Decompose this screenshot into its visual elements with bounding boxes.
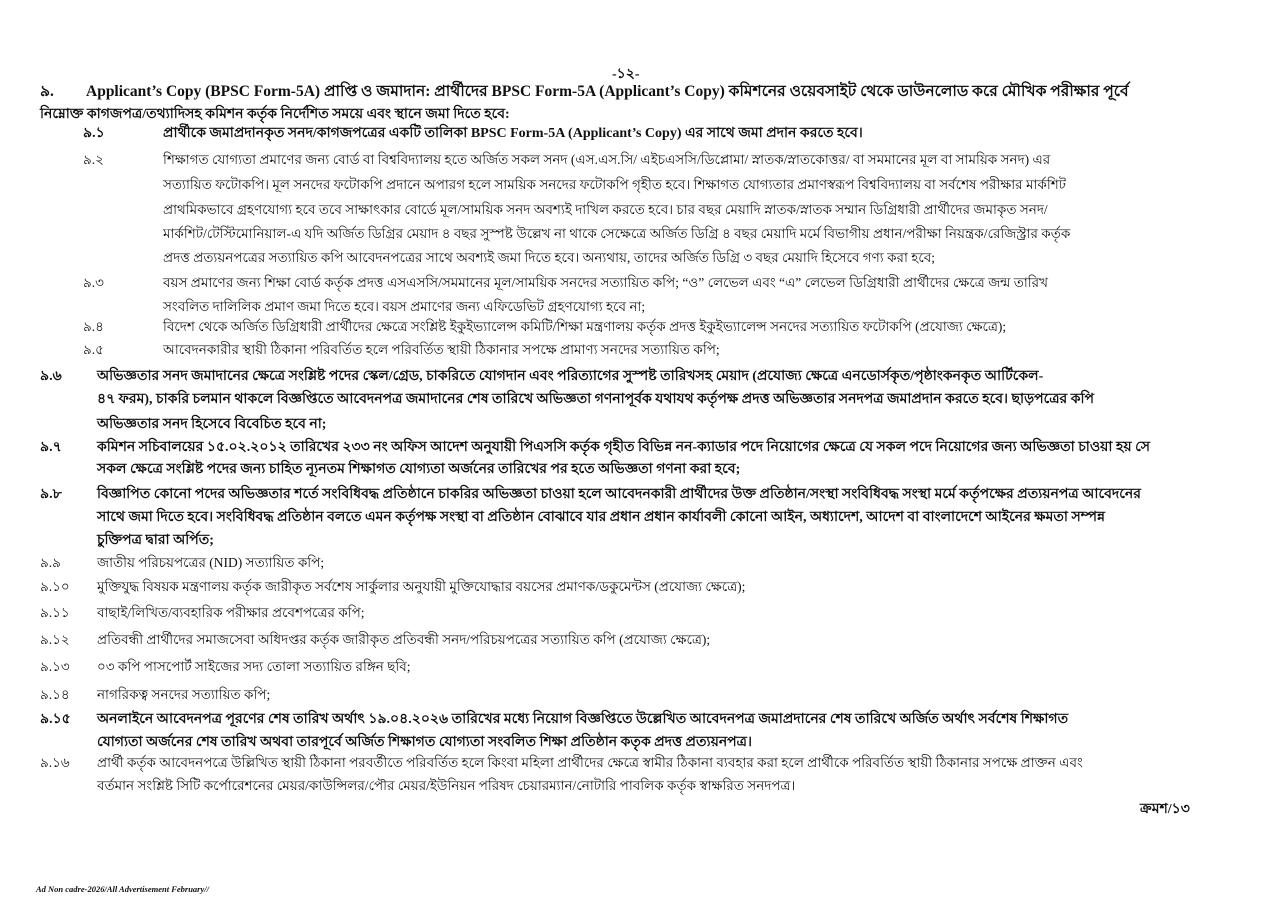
item-text-line: আবেদনকারীর স্থায়ী ঠিকানা পরিবর্তিত হলে পরিবর্তিত স্থায়ী ঠিকানার সপক্ষে প্রামাণ্য সনদের সত্যায়িত কপি; bbox=[163, 342, 720, 357]
item-text-line: বিদেশ থেকে অর্জিত ডিগ্রিধারী প্রার্থীদের ক্ষেত্রে সংশ্লিষ্ট ইকুইভ্যালেন্স কমিটি/শিক্ষা মন্ত্রণালয় কর্তৃক প্রদত্ত ইকুইভ্যালেন্স সনদের সত্যায়িত ফটোকপি (প্রযোজ্য ক্ষেত্রে); bbox=[163, 319, 1007, 334]
item-number: ৯.১১ bbox=[40, 605, 70, 620]
item-number: ৯.৫ bbox=[83, 342, 104, 357]
item-number: ৯.১৪ bbox=[40, 687, 70, 702]
item-text-line: বয়স প্রমাণের জন্য শিক্ষা বোর্ড কর্তৃক প্রদত্ত এসএসসি/সমমানের মূল/সাময়িক সনদের সত্যায়িত কপি; “ও” লেভেল এবং “এ” লেভেল ডিগ্রিধারী প্রার্থীদের ক্ষেত্রে জন্ম তারিখ bbox=[163, 275, 1048, 290]
item-text-line: শিক্ষাগত যোগ্যতা প্রমাণের জন্য বোর্ড বা বিশ্ববিদ্যালয় হতে অর্জিত সকল সনদ (এস.এস.সি/ এইচএসসি/ডিপ্লোমা/ স্নাতক/স্নাতকোত্তর/ বা সমমানের মূল বা সাময়িক সনদ) এর bbox=[163, 152, 1051, 167]
item-text-line: চুক্তিপত্র দ্বারা অর্পিত; bbox=[97, 533, 214, 548]
item-text-line: প্রার্থীকে জমাপ্রদানকৃত সনদ/কাগজপত্রের একটি তালিকা BPSC Form-5A (Applicant’s Copy) এর সাথে জমা প্রদান করতে হবে। bbox=[163, 126, 863, 141]
item-text-line: বাছাই/লিখিত/ব্যবহারিক পরীক্ষার প্রবেশপত্রের কপি; bbox=[97, 605, 365, 620]
item-text-line: সত্যায়িত ফটোকপি। মূল সনদের ফটোকপি প্রদানে অপারগ হলে সাময়িক সনদের ফটোকপি গৃহীত হবে। শিক্ষাগত যোগ্যতার প্রমাণস্বরূপ বিশ্ববিদ্যালয় বা সর্বশেষ পরীক্ষার মার্কশিট bbox=[163, 177, 1067, 192]
item-number: ৯.১৩ bbox=[40, 659, 70, 674]
footer-reference: Ad Non cadre-2026/All Advertisement February// bbox=[36, 884, 209, 894]
item-text-line: সংবলিত দালিলিক প্রমাণ জমা দিতে হবে। বয়স প্রমাণের জন্য এফিডেভিট গ্রহণযোগ্য হবে না; bbox=[163, 299, 646, 314]
item-text-line: ৪৭ ফরম), চাকরি চলমান থাকলে বিজ্ঞপ্তিতে আবেদনপত্র জমাদানের শেষ তারিখে অভিজ্ঞতা গণনাপূর্বক যথাযথ কর্তৃপক্ষ প্রদত্ত অভিজ্ঞতার সনদপত্র জমাপ্রদান করতে হবে। ছাড়পত্রের কপি bbox=[97, 392, 1095, 407]
item-number: ৯.৩ bbox=[83, 275, 104, 290]
page-number: -১২- bbox=[612, 67, 640, 82]
item-number: ৯. bbox=[40, 83, 54, 100]
item-text-line: নাগরিকত্ব সনদের সত্যায়িত কপি; bbox=[97, 687, 271, 702]
item-text-line: কমিশন সচিবালয়ের ১৫.০২.২০১২ তারিখের ২৩৩ নং অফিস আদেশ অনুযায়ী পিএসসি কর্তৃক গৃহীত বিভিন্ন নন-ক্যাডার পদে নিয়োগের ক্ষেত্রে যে সকল পদে নিয়োগের জন্য অভিজ্ঞতা চাওয়া হয় সে bbox=[97, 440, 1150, 455]
item-text-line: প্রদত্ত প্রত্যয়নপত্রের সত্যায়িত কপি আবেদনপত্রের সাথে অবশ্যই জমা দিতে হবে। অন্যথায়, তাদের অর্জিত ডিগ্রি ৩ বছর মেয়াদি হিসেবে গণ্য করা হবে; bbox=[163, 250, 936, 265]
item-text-line: মুক্তিযুদ্ধ বিষয়ক মন্ত্রণালয় কর্তৃক জারীকৃত সর্বশেষ সার্কুলার অনুযায়ী মুক্তিযোদ্ধার বয়সের প্রমাণক/ডকুমেন্টস (প্রযোজ্য ক্ষেত্রে); bbox=[97, 579, 746, 594]
item-text-line: নিম্নোক্ত কাগজপত্র/তথ্যাদিসহ কমিশন কর্তৃক নির্দেশিত সময়ে এবং স্থানে জমা দিতে হবে: bbox=[40, 107, 510, 122]
item-number: ৯.৭ bbox=[40, 440, 62, 455]
item-number: ৯.১২ bbox=[40, 632, 70, 647]
continued-note: ক্রমশ/১৩ bbox=[1140, 802, 1190, 817]
item-text-line: সাথে জমা দিতে হবে। সংবিধিবদ্ধ প্রতিষ্ঠান বলতে এমন কর্তৃপক্ষ সংস্থা বা প্রতিষ্ঠান বোঝাবে যার প্রধান প্রধান কার্যাবলী কোনো আইন, অধ্যাদেশ, আদেশ বা বাংলাদেশে আইনের ক্ষমতা সম্পন্ন bbox=[97, 510, 1105, 525]
item-number: ৯.৯ bbox=[40, 555, 61, 570]
item-number: ৯.১৬ bbox=[40, 755, 70, 770]
item-number: ৯.৬ bbox=[40, 369, 62, 384]
item-text-line: জাতীয় পরিচয়পত্রের (NID) সত্যায়িত কপি; bbox=[97, 555, 325, 570]
item-text-line: প্রতিবন্ধী প্রার্থীদের সমাজসেবা অধিদপ্তর কর্তৃক জারীকৃত প্রতিবন্ধী সনদ/পরিচয়পত্রের সত্যায়িত কপি (প্রযোজ্য ক্ষেত্রে); bbox=[97, 632, 711, 647]
item-text-line: ০৩ কপি পাসপোর্ট সাইজের সদ্য তোলা সত্যায়িত রঙ্গিন ছবি; bbox=[97, 659, 411, 674]
item-text-line: বর্তমান সংশ্লিষ্ট সিটি কর্পোরেশনের মেয়র/কাউন্সিলর/পৌর মেয়র/ইউনিয়ন পরিষদ চেয়ারম্যান/নোটারি পাবলিক কর্তৃক স্বাক্ষরিত সনদপত্র। bbox=[97, 778, 796, 793]
item-text-line: সকল ক্ষেত্রে সংশ্লিষ্ট পদের জন্য চাহিত ন্যূনতম শিক্ষাগত যোগ্যতা অর্জনের তারিখের পর হতে অভিজ্ঞতা গণনা করা হবে; bbox=[97, 462, 741, 477]
item-text-line: অভিজ্ঞতার সনদ জমাদানের ক্ষেত্রে সংশ্লিষ্ট পদের স্কেল/গ্রেড, চাকরিতে যোগদান এবং পরিত্যাগের সুস্পষ্ট তারিখসহ মেয়াদ (প্রযোজ্য ক্ষেত্রে এনডোর্সকৃত/পৃষ্ঠাংকনকৃত আর্টিকেল- bbox=[97, 369, 1044, 384]
item-number: ৯.৮ bbox=[40, 487, 62, 502]
item-text-line: বিজ্ঞাপিত কোনো পদের অভিজ্ঞতার শর্তে সংবিধিবদ্ধ প্রতিষ্ঠানে চাকরির অভিজ্ঞতা চাওয়া হলে আবেদনকারী প্রার্থীদের উক্ত প্রতিষ্ঠান/সংস্থা সংবিধিবদ্ধ সংস্থা মর্মে কর্তৃপক্ষের প্রত্যয়নপত্র আবেদনের bbox=[97, 487, 1141, 502]
item-number: ৯.১ bbox=[83, 126, 105, 141]
item-text-line: প্রাথমিকভাবে গ্রহণযোগ্য হবে তবে সাক্ষাৎকার বোর্ডে মূল/সাময়িক সনদ অবশ্যই দাখিল করতে হবে। চার বছর মেয়াদি স্নাতক/স্নাতক সম্মান ডিগ্রিধারী প্রার্থীদের জমাকৃত সনদ/ bbox=[163, 202, 1048, 217]
item-number: ৯.২ bbox=[83, 152, 104, 167]
item-text-line: অভিজ্ঞতার সনদ হিসেবে বিবেচিত হবে না; bbox=[97, 417, 327, 432]
item-text-line: Applicant’s Copy (BPSC Form-5A) প্রাপ্তি ও জমাদান: প্রার্থীদের BPSC Form-5A (Applicant’s Copy) কমিশনের ওয়েবসাইট থেকে ডাউনলোড করে মৌখিক পরীক্ষার পূর্বে bbox=[86, 83, 1129, 100]
item-text-line: অনলাইনে আবেদনপত্র পূরণের শেষ তারিখ অর্থাৎ ১৯.০৪.২০২৬ তারিখের মধ্যে নিয়োগ বিজ্ঞপ্তিতে উল্লেখিত আবেদনপত্র জমাপ্রদানের শেষ তারিখে অর্জিত অর্থাৎ সর্বশেষ শিক্ষাগত bbox=[97, 712, 1069, 727]
item-number: ৯.৪ bbox=[83, 319, 104, 334]
item-text-line: প্রার্থী কর্তৃক আবেদনপত্রে উল্লিখিত স্থায়ী ঠিকানা পরবর্তীতে পরিবর্তিত হলে কিংবা মহিলা প্রার্থীদের ক্ষেত্রে স্বামীর ঠিকানা ব্যবহার করা হলে প্রার্থীকে পরিবর্তিত স্থায়ী ঠিকানার সপক্ষে প্রাক্তন এবং bbox=[97, 755, 1083, 770]
item-number: ৯.১০ bbox=[40, 579, 70, 594]
item-number: ৯.১৫ bbox=[40, 712, 71, 727]
item-text-line: মার্কশিট/টেস্টিমোনিয়াল-এ যদি অর্জিত ডিগ্রির মেয়াদ ৪ বছর সুস্পষ্ট উল্লেখ না থাকে সেক্ষেত্রে অর্জিত ডিগ্রি ৪ বছর মেয়াদি মর্মে বিভাগীয় প্রধান/পরীক্ষা নিয়ন্ত্রক/রেজিস্ট্রার কর্তৃক bbox=[163, 226, 1071, 241]
item-text-line: যোগ্যতা অর্জনের শেষ তারিখ অথবা তারপূর্বে অর্জিত শিক্ষাগত যোগ্যতা সংবলিত শিক্ষা প্রতিষ্ঠান কতৃক প্রদত্ত প্রত্যয়নপত্র। bbox=[97, 735, 752, 750]
